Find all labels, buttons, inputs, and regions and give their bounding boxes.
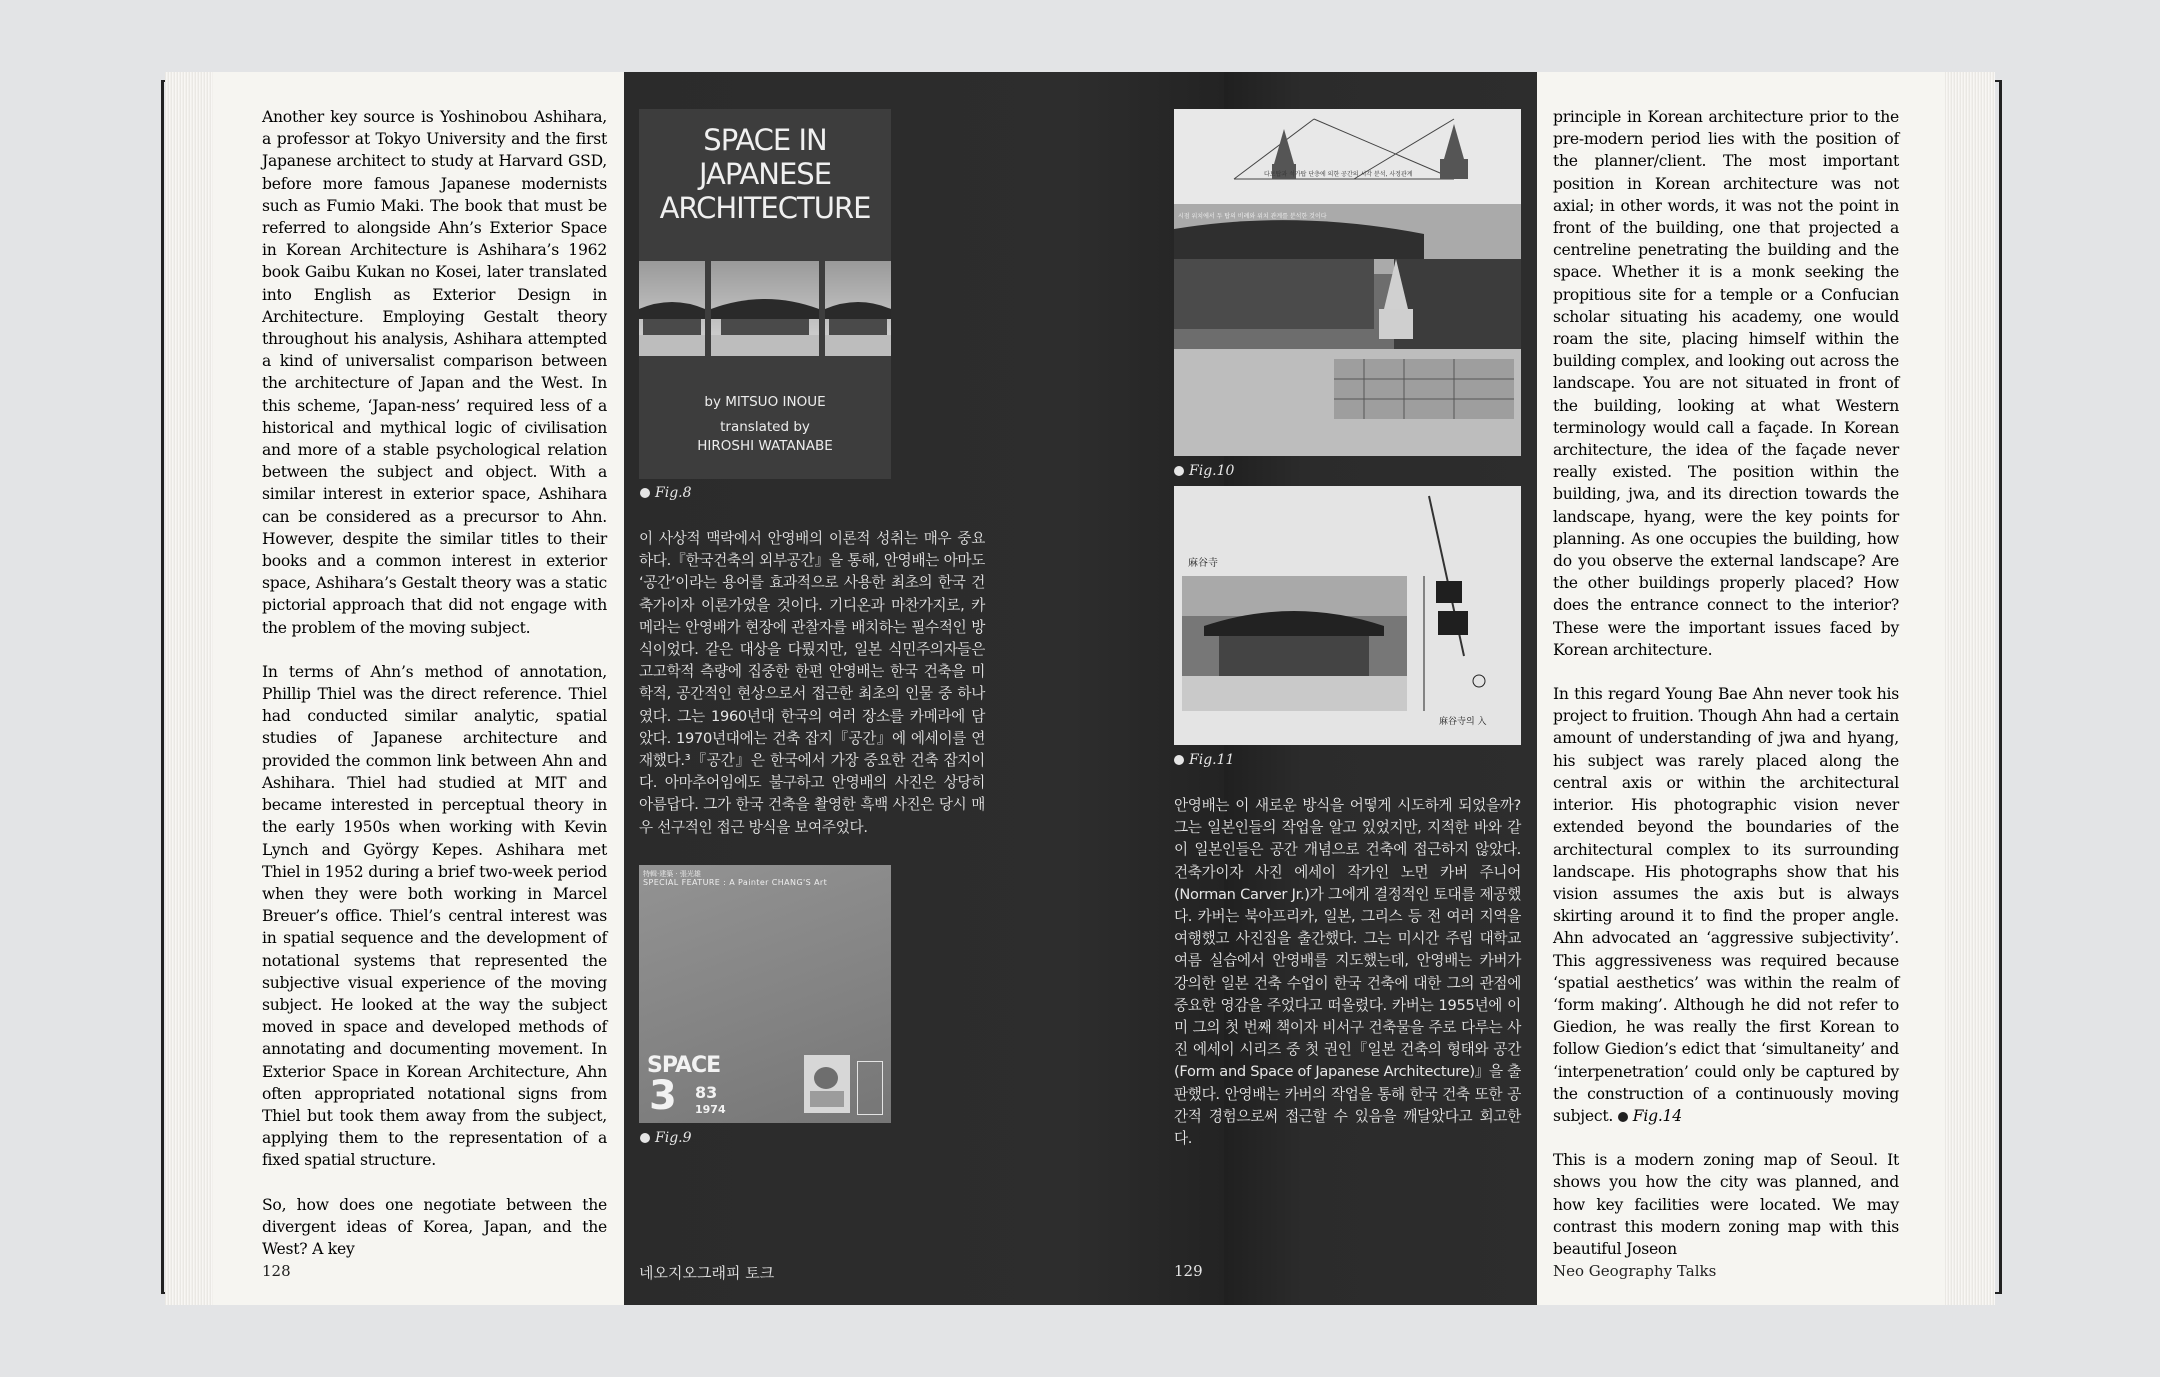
fig9-caption-text: Fig.9 — [655, 1130, 692, 1146]
fig10-pagoda-photo — [1174, 109, 1521, 456]
right-paragraph-3: This is a modern zoning map of Seoul. It shows you how the city was planned, and how key facilities were located. We may contrast this modern zoning map with this beautiful Joseon — [1553, 1151, 1899, 1258]
fig14-reference — [1618, 1107, 1682, 1125]
right-paragraph-1: principle in Korean architecture prior to the pre-modern period lies with the position of the planner/client. The most important position in Korean architecture was not axial; in other words, it was not the point in front of the building, one that projected a centreline penetrating the building and the space. Whether it is a monk seeking the propitious site for a temple or a Confucian scholar situating his academy, one would roam the site, placing himself within the building complex, and looking out across the landscape. You are not situated in front of the building, looking at what Western terminology would call a façade. In Korean architecture, the idea of the façade never really existed. The position within the building, jwa, and its direction towards the landscape, hyang, were the key points for planning. As one occupies the building, how do you observe the external landscape? Are the other buildings properly placed? How does the entrance connect to the interior? These were the important issues faced by Korean architecture. — [1553, 108, 1899, 659]
right-paragraph-2-text: In this regard Young Bae Ahn never took his project to fruition. Though Ahn had a certain amount of understanding of jwa and hyang, his subject was rarely placed along the central axis or within the architectural interior. His photographic vision never extended beyond the boundaries of the architectural complex to its surrounding landscape. His photographs show that his vision assumes the axis but is always skirting around it to find the proper angle. Ahn advocated an ‘aggressive subjectivity’. This aggressiveness was required because ‘spatial aesthetics’ was within the realm of ‘form making’. Although he did not refer to Giedion, he was really the first Korean to follow Giedion’s edict that ‘simultaneity’ and ‘interpenetration’ could only be captured by the construction of a continuously moving subject. — [1553, 685, 1899, 1125]
fig9-header: 特輯·建築 · 張光雄 — [643, 870, 701, 878]
left-page-number: 128 — [262, 1262, 291, 1280]
fig11-sign-label: 麻谷寺의 入 — [1439, 717, 1487, 727]
fig8-translator: HIROSHI WATANABE — [697, 438, 833, 454]
fig8-credits — [639, 393, 891, 456]
cover-edge-left — [161, 80, 164, 1294]
left-running-title: 네오지오그래피 토크 — [639, 1264, 775, 1282]
fig8-translated-by: translated by — [720, 419, 810, 435]
fig14-reference-text: Fig.14 — [1632, 1106, 1682, 1125]
fig8-title — [639, 123, 891, 225]
right-page-number: 129 — [1174, 1262, 1203, 1280]
fig11-illustration — [1174, 486, 1521, 745]
fig9-year: 83 — [695, 1083, 718, 1102]
fig11-caption-text: Fig.11 — [1189, 752, 1235, 768]
fig10-diagram-label: 다보탑과 석가탑 단층에 의한 공간의 시각 분석, 사정관계 — [1264, 171, 1413, 178]
fig10-photo-label: 시점 위치에서 두 탑의 비례와 위치 관계를 분석한 것이다 — [1178, 213, 1327, 220]
fig9-caption — [640, 1130, 692, 1146]
page-edges-right — [1945, 72, 1995, 1305]
fig8-caption-text: Fig.8 — [655, 485, 692, 501]
fig9-special-feature: SPECIAL FEATURE : A Painter CHANG'S Art — [643, 878, 828, 887]
fig11-temple-photo — [1174, 486, 1521, 745]
fig11-caption — [1174, 752, 1234, 768]
right-body-text — [1553, 106, 1899, 1282]
fig10-illustration — [1174, 109, 1521, 456]
fig9-magazine-cover — [639, 865, 891, 1123]
right-korean-text: 안영배는 이 새로운 방식을 어떻게 시도하게 되었을까? 그는 일본인들의 작업을 알고 있었지만, 지적한 바와 같이 일본인들은 공간 개념으로 건축에 접근하지 않았다. 건축가이자 사진 에세이 작가인 노먼 카버 주니어(Norman Carver Jr.)가 그에게 결정적인 토대를 제공했다. 카버는 북아프리카, 일본, 그리스 등 전 여러 지역을 여행했고 사진집을 출간했다. 그는 미시간 주립 대학교 여름 실습에서 안영배를 지도했는데, 안영배는 카버가 강의한 일본 건축 수업이 한국 건축에 대한 그의 관점에 중요한 영감을 주었다고 떠올렸다. 카버는 1955년에 이미 그의 첫 번째 책이자 비서구 건축물을 주로 다루는 사진 에세이 시리즈 중 첫 권인『일본 건축의 형태와 공간(Form and Space of Japanese Architecture)』을 출판했다. 안영배는 카버의 작업을 통해 한국 건축 또한 공간적 경험으로써 접근할 수 있음을 깨달았다고 회고한다. — [1174, 797, 1521, 1148]
right-running-title: Neo Geography Talks — [1553, 1262, 1717, 1280]
fig10-caption-text: Fig.10 — [1189, 463, 1235, 479]
right-paragraph-2 — [1553, 683, 1899, 1127]
left-paragraph-3: So, how does one negotiate between the divergent ideas of Korea, Japan, and the West? A key — [262, 1195, 607, 1258]
fig9-inset-painting — [804, 1055, 850, 1113]
fig8-author: by MITSUO INOUE — [704, 394, 826, 410]
fig8-title-line-2: JAPANESE — [698, 157, 832, 191]
fig11-temple-label: 麻谷寺 — [1188, 558, 1218, 569]
fig8-caption — [640, 485, 692, 501]
left-body-text — [262, 106, 607, 1282]
left-paragraph-2: In terms of Ahn’s method of annotation, Phillip Thiel was the direct reference. Thiel had conducted similar analytic, spatial studies of Japanese architecture and provided the common link between Ahn and Ashihara. Thiel had studied at MIT and became interested in perceptual theory in the early 1950s when working with Kevin Lynch and György Kepes. Ashihara met Thiel in 1952 during a brief two-week period when they were both working in Marcel Breuer’s office. Thiel’s central interest was in spatial sequence and the development of notational systems that represented the subjective visual experience of the moving subject. He looked at the way the subject moved in space and developed methods of annotating and documenting movement. In Exterior Space in Korean Architecture, Ahn often appropriated notational signs from Thiel but took them away from the subject, applying them to the representation of a fixed spatial structure. — [262, 662, 607, 1170]
page-edges-left — [165, 72, 213, 1305]
fig9-year-full: 1974 — [695, 1103, 726, 1116]
left-paragraph-1: Another key source is Yoshinobou Ashihara, a professor at Tokyo University and the first Japanese architect to study at Harvard GSD, before more famous Japanese modernists such as Fumio Maki. The book that must be referred to alongside Ahn’s Exterior Space in Korean Architecture is Ashihara’s 1962 book Gaibu Kukan no Kosei, later translated into English as Exterior Design in Architecture. Employing Gestalt theory throughout his analysis, Ashihara attempted a kind of universalist comparison between the architecture of Japan and the West. In this scheme, ‘Japan-ness’ required less of a historical and mythical logic of civilisation and more of a stable psychological relation between the subject and object. With a similar interest in exterior space, Ashihara can be considered as a precursor to Ahn. However, despite the similar titles to their books and a common interest in exterior space, Ashihara’s Gestalt theory was a static pictorial approach that did not engage with the problem of the moving subject. — [262, 108, 607, 637]
fig8-title-line-3: ARCHITECTURE — [659, 191, 871, 225]
fig9-space-logo: SPACE — [647, 1053, 721, 1078]
cover-edge-right — [1999, 80, 2002, 1294]
fig10-caption — [1174, 463, 1234, 479]
fig8-book-cover — [639, 109, 891, 479]
fig9-issue-number: 3 — [649, 1073, 677, 1119]
left-korean-text: 이 사상적 맥락에서 안영배의 이론적 성취는 매우 중요하다.『한국건축의 외부공간』을 통해, 안영배는 아마도 ‘공간’이라는 용어를 효과적으로 사용한 최초의 한국 건축가이자 이론가였을 것이다. 기디온과 마찬가지로, 카메라는 안영배가 현장에 관찰자를 배치하는 필수적인 방식이었다. 같은 대상을 다뤘지만, 일본 식민주의자들은 고고학적 측량에 집중한 한편 안영배는 한국 건축을 미학적, 공간적인 현상으로서 접근한 최초의 인물 중 하나였다. 그는 1960년대 한국의 여러 장소를 카메라에 담았다. 1970년대에는 건축 잡지『공간』에 에세이를 연재했다.³『공간』은 한국에서 가장 중요한 건축 잡지이다. 아마추어임에도 불구하고 안영배의 사진은 상당히 아름답다. 그가 한국 건축을 촬영한 흑백 사진은 당시 매우 선구적인 접근 방식을 보여주었다. — [639, 530, 985, 836]
fig9-vertical-masthead — [857, 1061, 883, 1115]
fig8-title-line-1: SPACE IN — [703, 123, 827, 157]
